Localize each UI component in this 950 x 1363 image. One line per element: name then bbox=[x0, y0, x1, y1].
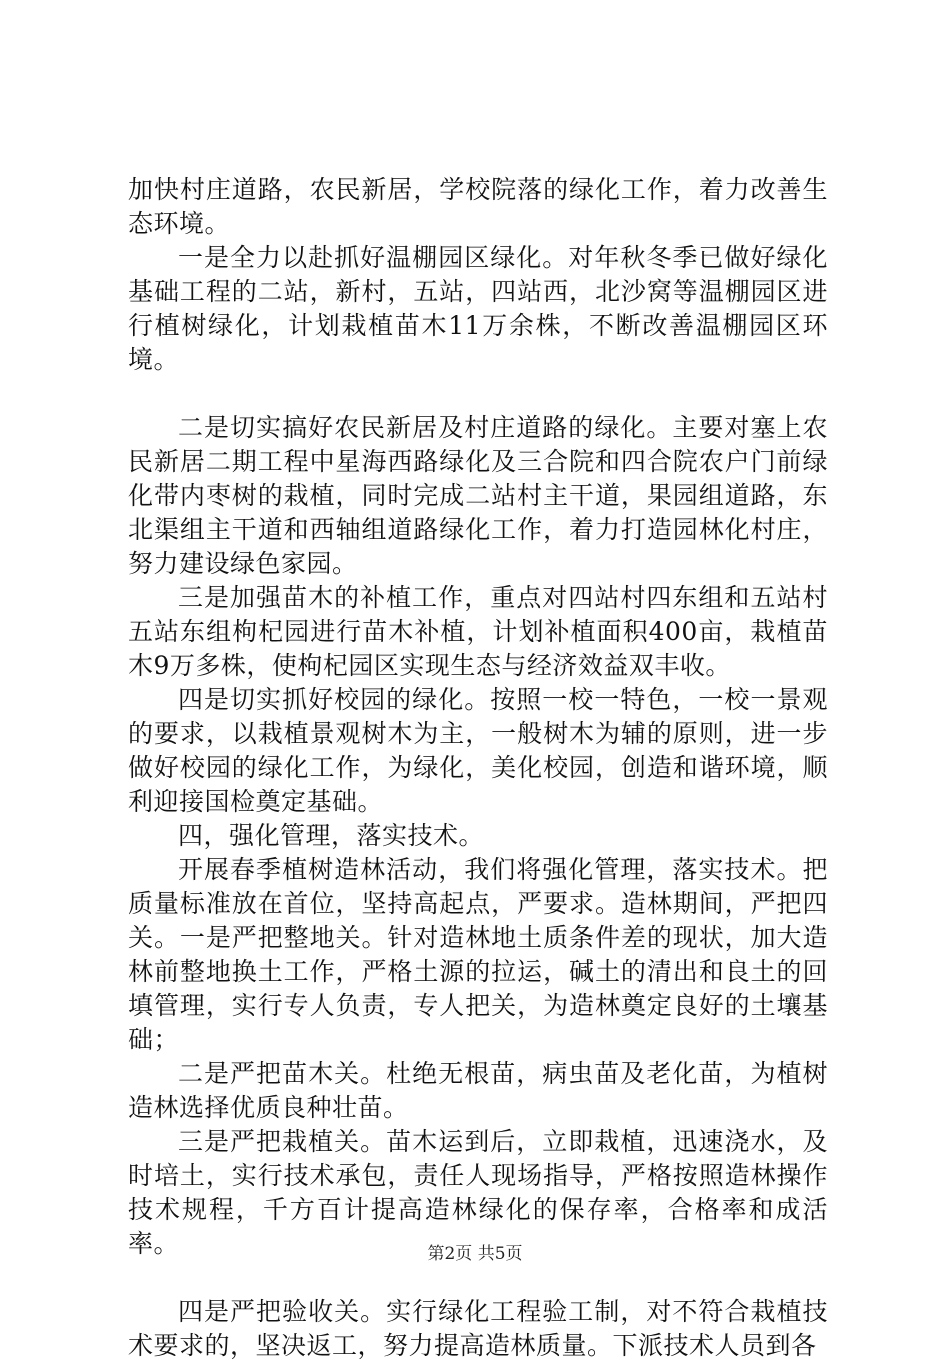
paragraph-campus-greening: 四是切实抓好校园的绿化。按照一校一特色，一校一景观的要求，以栽植景观树木为主，一般树木为辅的原则，进一步做好校园的绿化工作，为绿化，美化校园，创造和谐环境，顺利迎接国检奠定基础。 bbox=[128, 685, 828, 816]
paragraph-acceptance-check: 四是严把验收关。实行绿化工程验工制，对不符合栽植技术要求的，坚决返工，努力提高造林质量。下派技术人员到各 bbox=[128, 1297, 828, 1360]
document-body bbox=[128, 173, 828, 1363]
paragraph-continuation: 加快村庄道路，农民新居，学校院落的绿化工作，着力改善生态环境。 bbox=[128, 175, 828, 238]
paragraph-planting-check: 三是严把栽植关。苗木运到后，立即栽植，迅速浇水，及时培土，实行技术承包，责任人现场指导，严格按照造林操作技术规程，千方百计提高造林绿化的保存率，合格率和成活率。 bbox=[128, 1127, 828, 1258]
paragraph-village-road-greening: 二是切实搞好农民新居及村庄道路的绿化。主要对塞上农民新居二期工程中星海西路绿化及三合院和四合院农户门前绿化带内枣树的栽植，同时完成二站村主干道，果园组道路，东北渠组主干道和西轴组道路绿化工作，着力打造园林化村庄，努力建设绿色家园。 bbox=[128, 413, 828, 578]
paragraph-greenhouse-greening: 一是全力以赴抓好温棚园区绿化。对年秋冬季已做好绿化基础工程的二站，新村，五站，四站西，北沙窝等温棚园区进行植树绿化，计划栽植苗木11万余株，不断改善温棚园区环境。 bbox=[128, 243, 828, 374]
page-number-footer: 第2页 共5页 bbox=[427, 1244, 523, 1264]
paragraph-seedling-replanting: 三是加强苗木的补植工作，重点对四站村四东组和五站村五站东组枸杞园进行苗木补植，计划补植面积400亩，栽植苗木9万多株，使枸杞园区实现生态与经济效益双丰收。 bbox=[128, 583, 828, 680]
paragraph-seedling-check: 二是严把苗木关。杜绝无根苗，病虫苗及老化苗，为植树造林选择优质良种壮苗。 bbox=[128, 1059, 828, 1122]
section-heading-management: 四，强化管理，落实技术。 bbox=[178, 821, 485, 850]
paragraph-spring-afforestation: 开展春季植树造林活动，我们将强化管理，落实技术。把质量标准放在首位，坚持高起点，严要求。造林期间，严把四关。一是严把整地关。针对造林地土质条件差的现状，加大造林前整地换土工作，严格土源的拉运，碱土的清出和良土的回填管理，实行专人负责，专人把关，为造林奠定良好的土壤基础； bbox=[128, 855, 828, 1054]
